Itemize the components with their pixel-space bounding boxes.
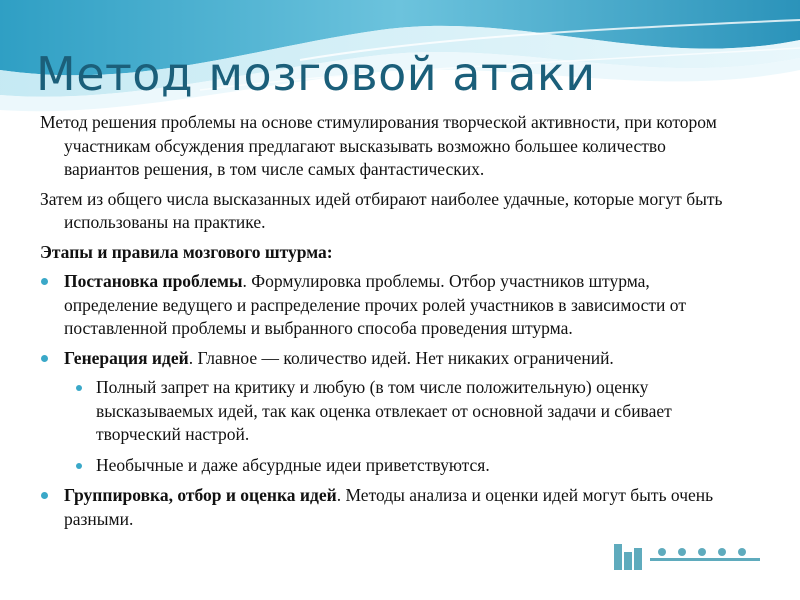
- watermark-logo-icon: [612, 540, 762, 574]
- slide-body: [40, 111, 740, 537]
- bullet-icon: [41, 492, 48, 499]
- subitem-text: Полный запрет на критику и любую (в том числе положительную) оценку высказываемых идей, так как оценка отвлекает от основной задачи и сбивает творческий настрой.: [96, 377, 672, 444]
- list-item-problem-statement: [40, 270, 740, 341]
- bullet-icon: [41, 278, 48, 285]
- item-text: . Формулировка проблемы. Отбор участников штурма, определение ведущего и распределение прочих ролей участников в зависимости от поставленной проблемы и выбранного способа проведения штурма.: [64, 271, 686, 338]
- list-item-idea-generation: [40, 347, 740, 371]
- bullet-icon: [41, 355, 48, 362]
- sublist-item-no-criticism: [40, 376, 740, 447]
- item-bold-label: Постановка проблемы: [64, 271, 243, 291]
- item-bold-label: Группировка, отбор и оценка идей: [64, 485, 337, 505]
- item-text: . Методы анализа и оценки идей могут быть очень разными.: [64, 485, 714, 529]
- slide-title: Метод мозговой атаки: [36, 47, 596, 101]
- item-bold-label: Генерация идей: [64, 347, 189, 368]
- sub-bullet-icon: [76, 463, 82, 469]
- sublist-item-absurd-ideas: [40, 454, 740, 478]
- sub-bullet-icon: [76, 385, 82, 391]
- intro-paragraph: Метод решения проблемы на основе стимулирования творческой активности, при котором участникам обсуждения предлагают высказывать возможно большее количество вариантов решения, в том числе самых фантастических.: [40, 112, 717, 179]
- stages-heading: Этапы и правила мозгового штурма:: [40, 241, 333, 262]
- list-item-grouping: [40, 484, 740, 531]
- second-paragraph: Затем из общего числа высказанных идей отбирают наиболее удачные, которые могут быть использованы на практике.: [40, 188, 723, 232]
- item-text: . Главное — количество идей. Нет никаких ограничений.: [188, 347, 614, 368]
- subitem-text: Необычные и даже абсурдные идеи приветствуются.: [96, 454, 490, 475]
